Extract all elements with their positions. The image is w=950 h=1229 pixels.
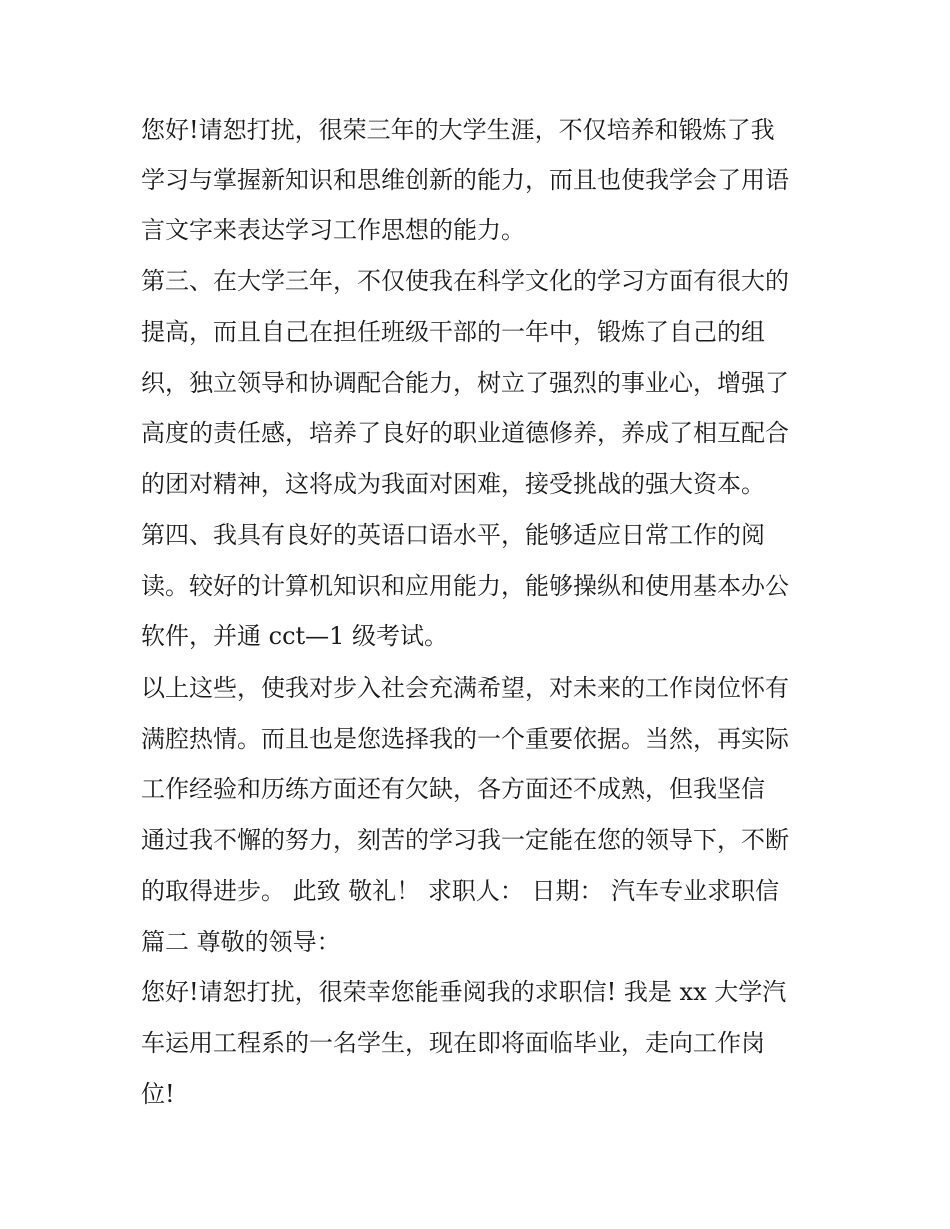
- text-line: 通过我不懈的努力，刻苦的学习我一定能在您的领导下，不断: [141, 826, 789, 854]
- text-line: 读。较好的计算机知识和应用能力，能够操纵和使用基本办公: [141, 572, 789, 600]
- text-line: 提高，而且自己在担任班级干部的一年中，锻炼了自己的组: [141, 318, 765, 346]
- text-line: 以上这些，使我对步入社会充满希望，对未来的工作岗位怀有: [141, 674, 789, 702]
- text-line: 言文字来表达学习工作思想的能力。: [141, 216, 525, 244]
- text-line: 第三、在大学三年，不仅使我在科学文化的学习方面有很大的: [141, 267, 789, 295]
- text-line: 满腔热情。而且也是您选择我的一个重要依据。当然，再实际: [141, 725, 789, 753]
- text-line: 工作经验和历练方面还有欠缺，各方面还不成熟，但我坚信: [141, 775, 765, 803]
- text-line: 您好!请恕打扰，很荣三年的大学生涯，不仅培养和锻炼了我: [141, 116, 775, 144]
- text-line: 第四、我具有良好的英语口语水平，能够适应日常工作的阅: [141, 521, 765, 549]
- text-line: 您好!请恕打扰，很荣幸您能垂阅我的求职信! 我是 xx 大学汽: [141, 978, 787, 1006]
- text-line: 学习与掌握新知识和思维创新的能力，而且也使我学会了用语: [141, 166, 789, 194]
- text-line: 软件，并通 cct—1 级考试。: [141, 622, 449, 650]
- text-line: 车运用工程系的一名学生，现在即将面临毕业，走向工作岗: [141, 1029, 765, 1057]
- text-line: 织，独立领导和协调配合能力，树立了强烈的事业心，增强了: [141, 369, 789, 397]
- text-line: 的取得进步。 此致 敬礼！ 求职人： 日期： 汽车专业求职信: [141, 877, 780, 905]
- text-line: 高度的责任感，培养了良好的职业道德修养，养成了相互配合: [141, 419, 789, 447]
- text-line: 篇二 尊敬的领导：: [141, 928, 341, 956]
- text-line: 的团对精神，这将成为我面对困难，接受挑战的强大资本。: [141, 470, 765, 498]
- text-line: 位!: [141, 1080, 175, 1108]
